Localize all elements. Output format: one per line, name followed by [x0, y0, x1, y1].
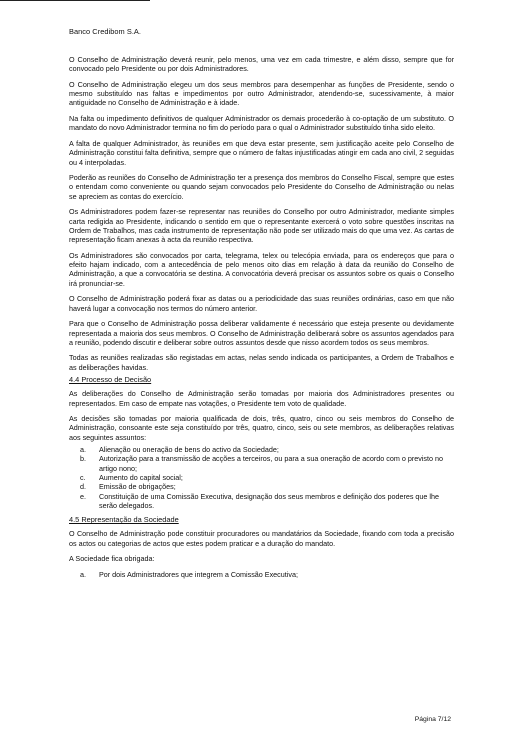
list-item	[69, 454, 454, 473]
obligation-list	[69, 570, 454, 579]
decision-list	[69, 445, 454, 510]
paragraph: Os Administradores podem fazer-se representar nas reuniões do Conselho por outro Administrador, mediante simples carta redigida ao Presidente, indicando o sentido em que o representante exercerá o voto sobre questões inscritas na Ordem de Trabalhos, mas cada instrumento de representação não pode ser utilizado mais do que uma vez. As cartas de representação ficam anexas à acta da reunião respectiva.	[69, 207, 454, 245]
section-heading-4-5: 4.5 Representação da Sociedade	[69, 515, 179, 525]
list-marker: c.	[80, 472, 86, 482]
list-marker: b.	[80, 454, 86, 464]
paragraph: O Conselho de Administração deverá reunir, pelo menos, uma vez em cada trimestre, e além disso, sempre que for convocado pelo Presidente ou por dois Administradores.	[69, 55, 454, 74]
document-header: Banco Credibom S.A.	[69, 27, 142, 36]
list-item	[69, 445, 454, 454]
top-rule	[0, 0, 150, 1]
paragraph: O Conselho de Administração pode constituir procuradores ou mandatários da Sociedade, fixando com toda a precisão os actos ou categorias de actos que estes podem praticar e a duração do mandato.	[69, 529, 454, 548]
paragraph: Para que o Conselho de Administração possa deliberar validamente é necessário que esteja presente ou devidamente representada a maioria dos seus membros. O Conselho de Administração deliberará sobre os assuntos agendados para a reunião, podendo discutir e deliberar sobre outros assuntos desde que nisso acordem todos os seus membros.	[69, 319, 454, 347]
list-marker: a.	[80, 569, 86, 579]
paragraph: Na falta ou impedimento definitivos de qualquer Administrador os demais procederão à co-optação de um substituto. O mandato do novo Administrador termina no fim do período para o qual o Administrador substituído tinha sido eleito.	[69, 114, 454, 133]
paragraph: A Sociedade fica obrigada:	[69, 554, 155, 564]
list-item-text: Alienação ou oneração de bens do activo da Sociedade;	[99, 445, 279, 455]
list-marker: a.	[80, 445, 86, 455]
paragraph: As decisões são tomadas por maioria qualificada de dois, três, quatro, cinco ou seis membros do Conselho de Administração, consoante este seja constituído por três, quatro, cinco, seis ou sete membros, as deliberações relativas aos seguintes assuntos:	[69, 414, 454, 442]
paragraph: O Conselho de Administração poderá fixar as datas ou a periodicidade das suas reuniões ordinárias, caso em que não haverá lugar a convocação nos termos do número anterior.	[69, 294, 454, 313]
list-marker: e.	[80, 491, 86, 501]
paragraph: O Conselho de Administração elegeu um dos seus membros para desempenhar as funções de Presidente, sendo o mesmo substituído nas faltas e impedimentos por outro Administrador, atendendo-se, sucessivamente, à maior antiguidade no Conselho de Administração e à idade.	[69, 79, 454, 108]
list-item	[69, 482, 454, 491]
list-item-text: Constituição de uma Comissão Executiva, designação dos seus membros e definição dos poderes que lhe serão delegados.	[99, 491, 440, 510]
list-item	[69, 473, 454, 482]
list-marker: d.	[80, 482, 86, 492]
list-item	[69, 570, 454, 579]
list-item-text: Emissão de obrigações;	[99, 482, 176, 492]
list-item-text: Por dois Administradores que integrem a Comissão Executiva;	[99, 569, 298, 579]
paragraph: As deliberações do Conselho de Administração serão tomadas por maioria dos Administradores presentes ou representados. Em caso de empate nas votações, o Presidente tem voto de qualidade.	[69, 389, 454, 408]
page-number: Página 7/12	[414, 716, 451, 723]
document-body	[69, 55, 454, 584]
paragraph: Poderão as reuniões do Conselho de Administração ter a presença dos membros do Conselho Fiscal, sempre que estes o entendam como conveniente ou quando sejam convocados pelo Presidente do Conselho de Administração ou nelas se apreciem as contas do exercício.	[69, 173, 454, 201]
list-item	[69, 492, 454, 511]
list-item-text: Aumento do capital social;	[99, 472, 183, 482]
list-item-text: Autorização para a transmissão de acções a terceiros, ou para a sua oneração de acordo com o previsto no artigo nono;	[99, 454, 443, 473]
paragraph: A falta de qualquer Administrador, às reuniões em que deva estar presente, sem justificação aceite pelo Conselho de Administração constitui falta definitiva, sempre que o número de faltas injustificadas atingir em cada ano civil, 2 seguidas ou 4 interpoladas.	[69, 138, 454, 167]
paragraph: Todas as reuniões realizadas são registadas em actas, nelas sendo indicada os participantes, a Ordem de Trabalhos e as deliberações havidas.	[69, 353, 454, 372]
section-heading-4-4: 4.4 Processo de Decisão	[69, 374, 152, 384]
paragraph: Os Administradores são convocados por carta, telegrama, telex ou telecópia enviada, para os endereços que para o efeito hajam indicado, com a antecedência de pelo menos oito dias em relação à data da reunião do Conselho de Administração, a que a convocatória se destina. A convocatória deverá precisar os assuntos sobre os quais o Conselho irá pronunciar-se.	[69, 250, 454, 288]
